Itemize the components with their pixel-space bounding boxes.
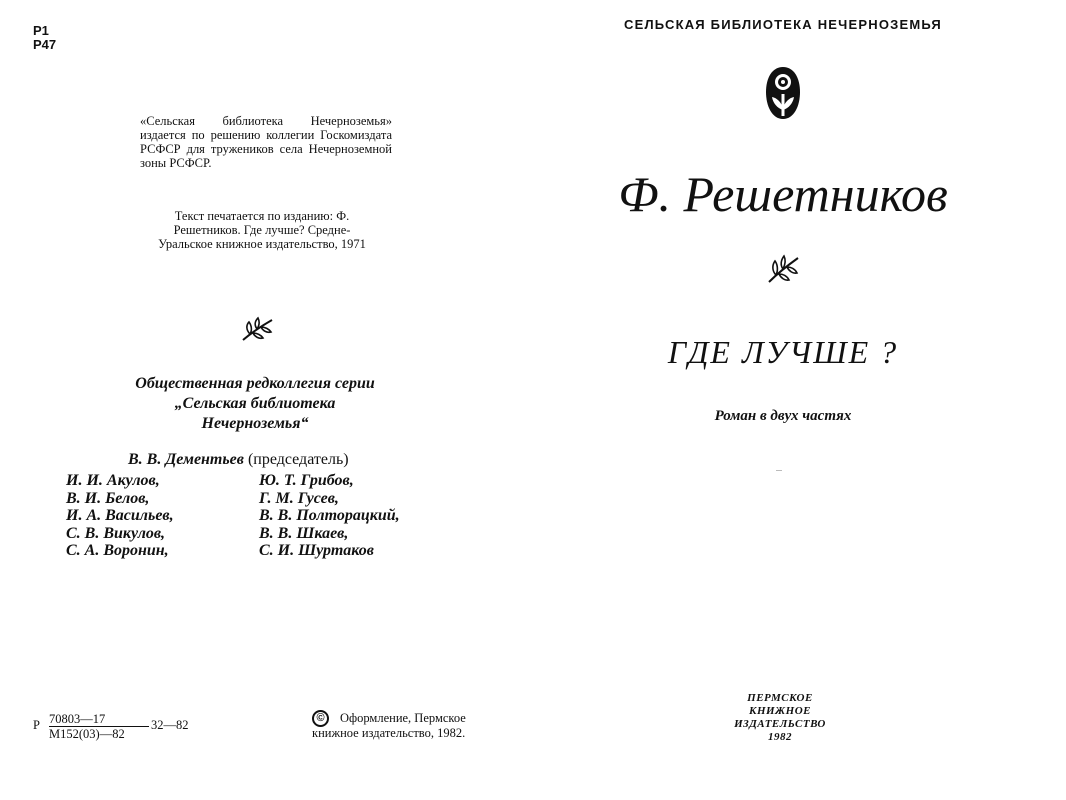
editorial-board-title: Общественная редколлегия серии „Сельская библиотека Нечерноземья“ xyxy=(135,375,375,432)
udc-codes xyxy=(33,24,56,52)
board-member: И. А. Васильев, xyxy=(66,507,174,524)
book-subtitle: Роман в двух частях xyxy=(714,408,852,424)
print-speck xyxy=(776,470,782,471)
book-title: ГДЕ ЛУЧШЕ ? xyxy=(667,334,899,370)
udc-code-1: Р1 xyxy=(33,23,49,38)
board-member: С. И. Шуртаков xyxy=(259,542,374,559)
board-member: С. А. Воронин, xyxy=(66,542,169,559)
series-header: СЕЛЬСКАЯ БИБЛИОТЕКА НЕЧЕРНОЗЕМЬЯ xyxy=(624,17,942,32)
publisher-line: ПЕРМСКОЕ xyxy=(747,692,813,704)
catalog-code-numerator: 70803—17 xyxy=(49,712,106,726)
catalog-code-prefix: Р xyxy=(33,718,40,732)
chairman-role: (председатель) xyxy=(247,451,349,468)
board-member: В. В. Полторацкий, xyxy=(259,507,400,524)
publisher-line: КНИЖНОЕ xyxy=(748,705,811,717)
board-members-left xyxy=(66,472,174,560)
chairman-name: В. В. Дементьев xyxy=(128,451,244,468)
board-chairman xyxy=(128,450,349,470)
publisher-line: ИЗДАТЕЛЬСТВО xyxy=(734,718,826,730)
publisher-imprint xyxy=(700,692,860,744)
udc-code-2: Р47 xyxy=(33,37,57,52)
publisher-year: 1982 xyxy=(768,731,792,743)
board-member: В. В. Шкаев, xyxy=(259,524,349,542)
copyright-icon: © xyxy=(312,710,329,727)
source-note: Текст печатается по изданию: Ф. Решетников. Где лучше? Средне-Уральское книжное издательство, 1971 xyxy=(158,209,366,251)
author-name: Ф. Решетников xyxy=(618,166,948,222)
series-note: «Сельская библиотека Нечерноземья» издается по решению коллегии Госкомиздата РСФСР для тружеников села Нечерноземной зоны РСФСР. xyxy=(140,114,392,170)
board-member: С. В. Викулов, xyxy=(66,524,166,542)
catalog-code-suffix: 32—82 xyxy=(151,718,189,732)
board-member: Ю. Т. Грибов, xyxy=(259,472,354,489)
copyright-text: Оформление, Пермское книжное издательство, 1982. xyxy=(312,711,466,740)
sprig-ornament-icon xyxy=(766,254,802,284)
board-member: И. И. Акулов, xyxy=(66,472,160,489)
board-members-right xyxy=(259,472,400,560)
catalog-code-denominator: М152(03)—82 xyxy=(49,727,125,741)
sprig-ornament-icon xyxy=(240,316,276,342)
flower-emblem-icon xyxy=(764,64,802,122)
board-member: В. И. Белов, xyxy=(66,489,150,507)
board-member: Г. М. Гусев, xyxy=(259,489,339,507)
